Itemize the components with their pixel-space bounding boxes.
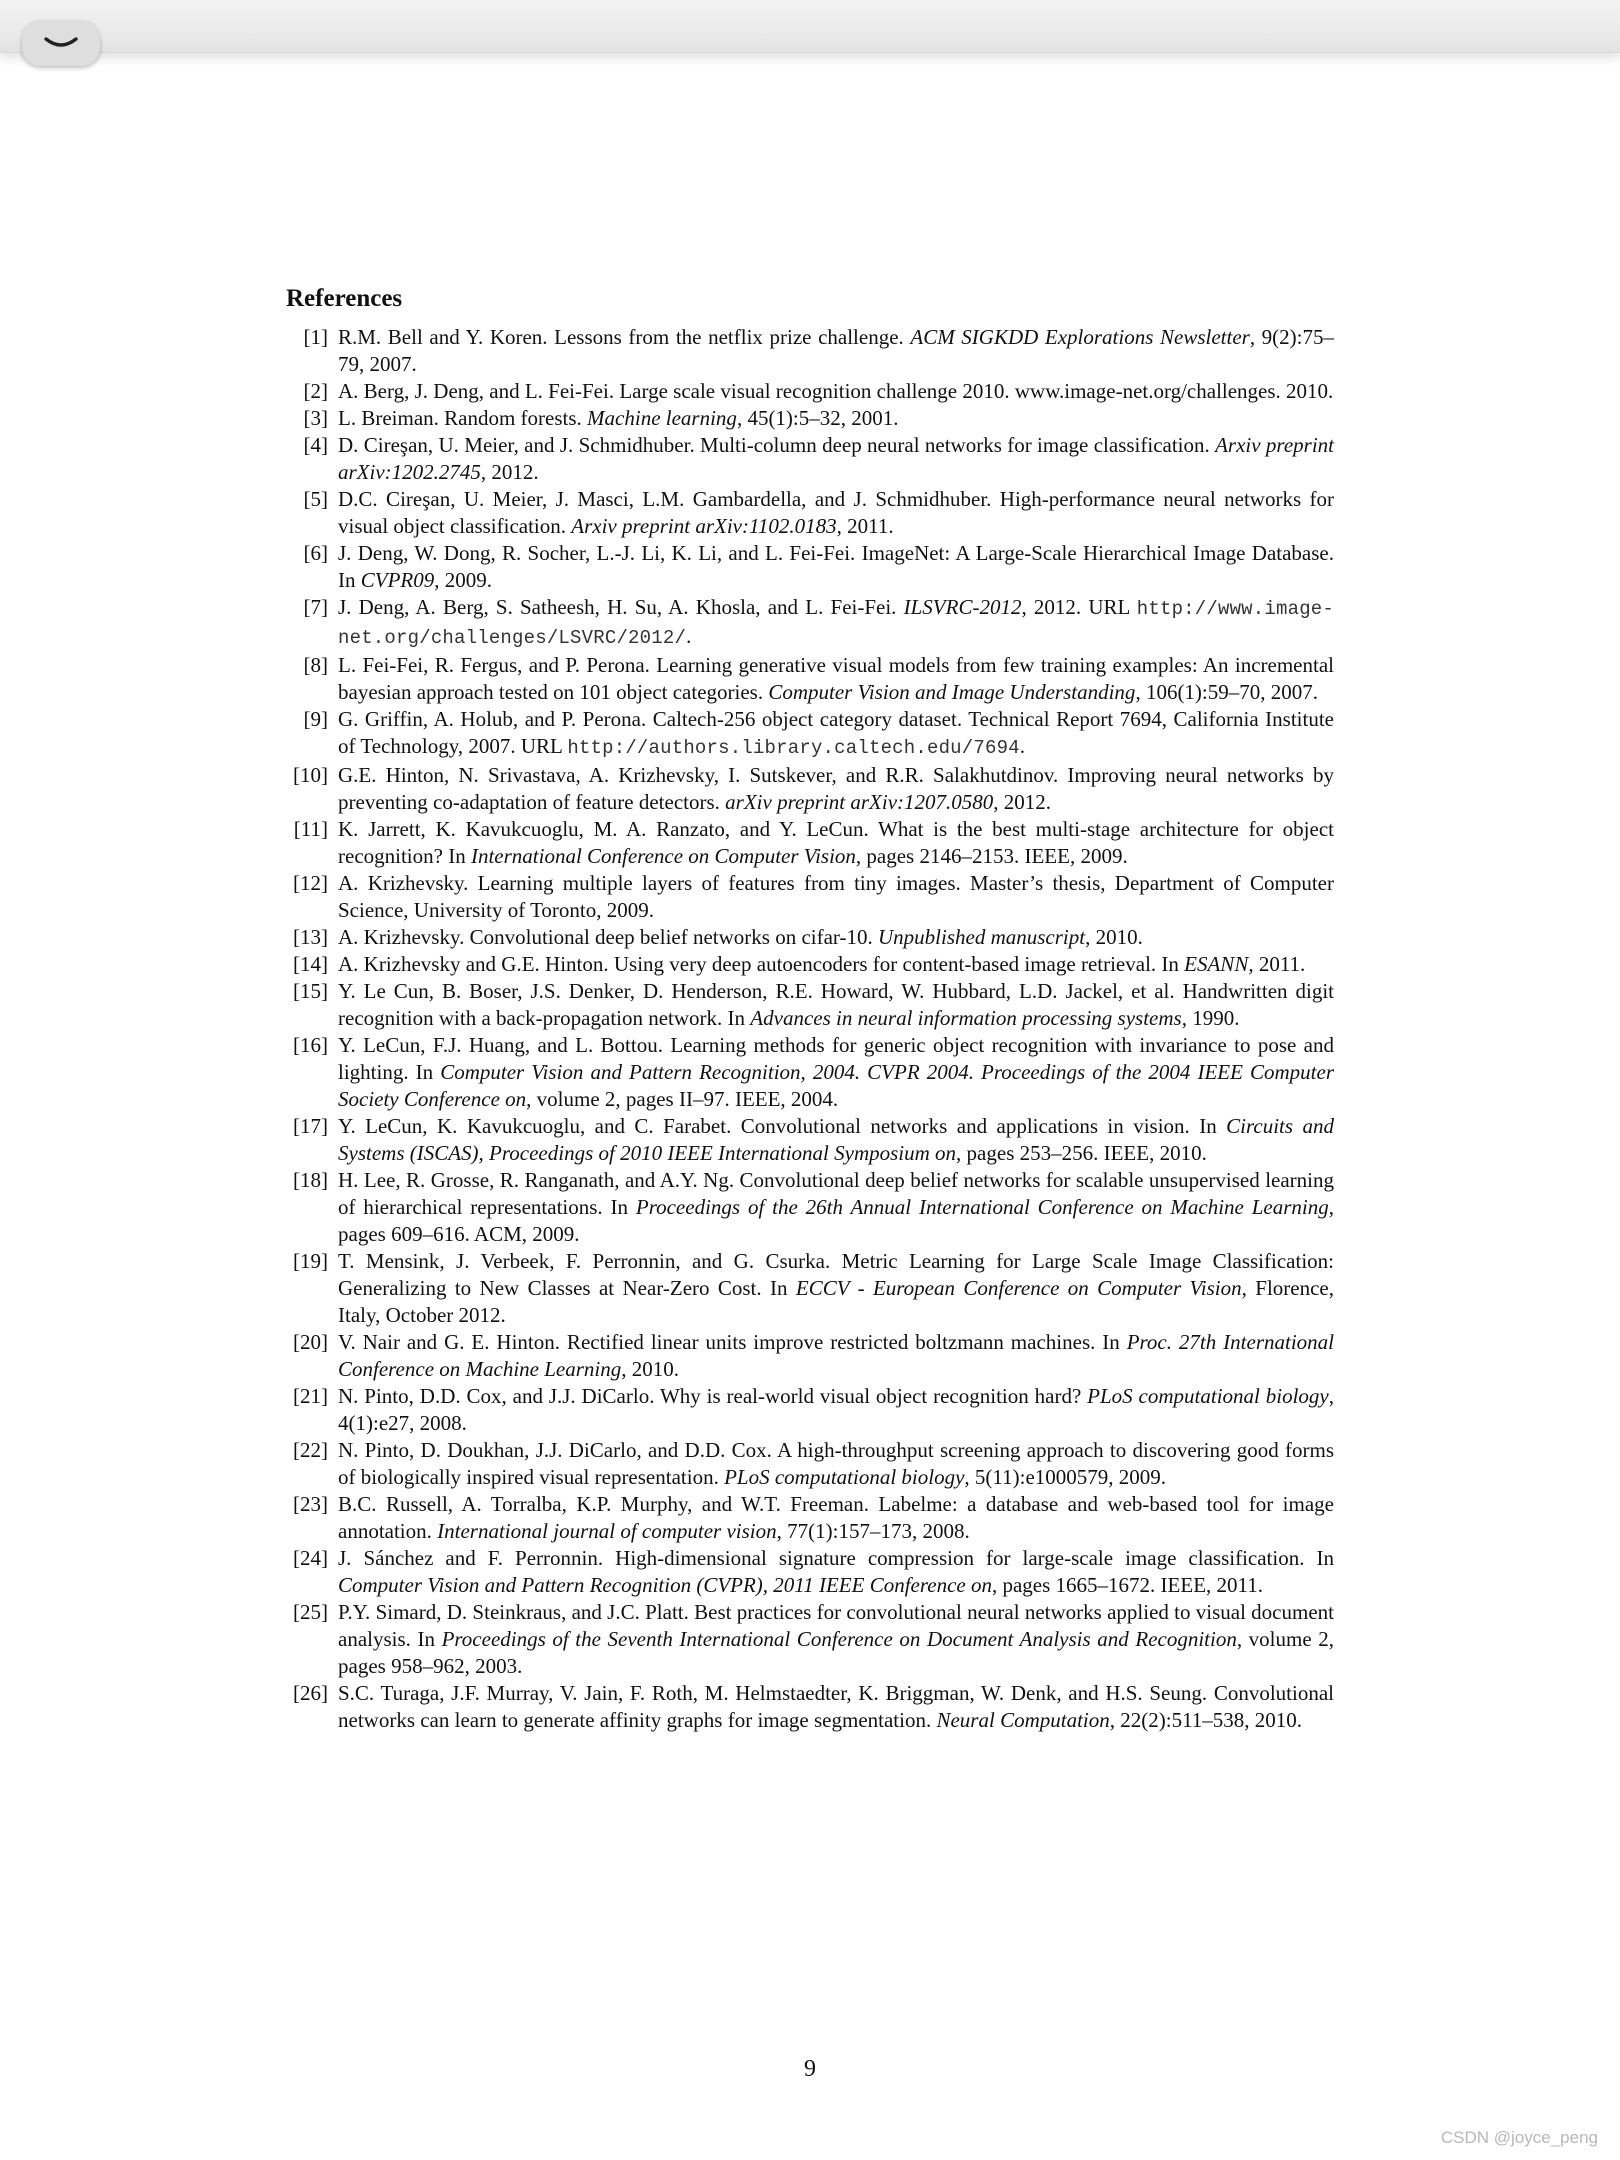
reference-number: [22] <box>293 1438 328 1462</box>
reference-segment: , 5(11):e1000579, 2009. <box>964 1465 1167 1489</box>
document-page <box>286 284 1334 1734</box>
reference-number: [15] <box>293 979 328 1003</box>
reference-item <box>286 486 1334 540</box>
reference-segment: , pages 253–256. IEEE, 2010. <box>956 1141 1207 1165</box>
reference-segment: Y. LeCun, F.J. Huang, and L. Bottou. Learning methods for generic object recognition with invariance to pose and lighting. In <box>338 1033 1334 1084</box>
reference-item <box>286 378 1334 405</box>
reference-segment: R.M. Bell and Y. Koren. Lessons from the netflix prize challenge. <box>338 325 911 349</box>
reference-text <box>338 1168 1334 1246</box>
reference-text <box>338 487 1334 538</box>
reference-item <box>286 405 1334 432</box>
reference-segment: A. Krizhevsky and G.E. Hinton. Using very deep autoencoders for content-based image retrieval. In <box>338 952 1185 976</box>
reference-text <box>338 952 1305 976</box>
reference-text <box>338 1681 1334 1732</box>
reference-item <box>286 870 1334 924</box>
references-heading: References <box>286 285 403 312</box>
reference-text <box>338 325 1334 376</box>
reference-item <box>286 1167 1334 1248</box>
reference-venue: ACM SIGKDD Explorations Newsletter <box>910 325 1250 349</box>
reference-segment: Y. Le Cun, B. Boser, J.S. Denker, D. Henderson, R.E. Howard, W. Hubbard, L.D. Jackel, et al. Handwritten digit recognition with a back-propagation network. In <box>338 979 1334 1030</box>
reference-venue: ECCV - European Conference on Computer Vision <box>795 1276 1242 1300</box>
reference-venue: Computer Vision and Pattern Recognition, 2004. CVPR 2004. Proceedings of the 2004 IEEE Computer Society Conference on <box>338 1060 1334 1111</box>
reference-list <box>286 324 1334 1734</box>
reference-item <box>286 951 1334 978</box>
reference-segment: , 2009. <box>434 568 492 592</box>
reference-text <box>338 1249 1334 1327</box>
reference-text <box>338 1330 1334 1381</box>
reference-text <box>338 925 1143 949</box>
reference-number: [16] <box>293 1033 328 1057</box>
reference-segment: G. Griffin, A. Holub, and P. Perona. Caltech-256 object category dataset. Technical Report 7694, California Institute of Technology, 2007. URL <box>338 707 1334 758</box>
reference-segment: , 4(1):e27, 2008. <box>338 1384 1334 1435</box>
reference-text <box>338 1492 1334 1543</box>
reference-venue: PLoS computational biology <box>1087 1384 1329 1408</box>
reference-item <box>286 1491 1334 1545</box>
reference-item <box>286 1680 1334 1734</box>
reference-item <box>286 1032 1334 1113</box>
reference-number: [4] <box>303 433 328 457</box>
reference-segment: , 2010. <box>621 1357 679 1381</box>
reference-venue: PLoS computational biology <box>724 1465 965 1489</box>
reference-url: http://authors.library.caltech.edu/7694 <box>567 737 1020 759</box>
reference-venue: International Conference on Computer Vision <box>470 844 856 868</box>
reference-segment: B.C. Russell, A. Torralba, K.P. Murphy, and W.T. Freeman. Labelme: a database and web-based tool for image annotation. <box>338 1492 1334 1543</box>
reference-text <box>338 979 1334 1030</box>
reference-venue: CVPR09 <box>360 568 435 592</box>
reference-text <box>338 1384 1334 1435</box>
reference-number: [19] <box>293 1249 328 1273</box>
reference-item <box>286 706 1334 762</box>
reference-segment: L. Breiman. Random forests. <box>338 406 588 430</box>
reference-venue: Arxiv preprint arXiv:1102.0183 <box>571 514 837 538</box>
viewer-toolbar <box>0 0 1620 53</box>
reference-number: [21] <box>293 1384 328 1408</box>
reference-segment: , volume 2, pages 958–962, 2003. <box>338 1627 1334 1678</box>
reference-venue: ESANN <box>1184 952 1249 976</box>
reference-segment: , 9(2):75–79, 2007. <box>338 325 1334 376</box>
reference-number: [23] <box>293 1492 328 1516</box>
reference-text <box>338 1438 1334 1489</box>
reference-item <box>286 1248 1334 1329</box>
reference-item <box>286 324 1334 378</box>
reference-text <box>338 707 1334 758</box>
reference-segment: , 2012. <box>993 790 1052 814</box>
reference-number: [25] <box>293 1600 328 1624</box>
reference-text <box>338 1033 1334 1111</box>
reference-venue: Neural Computation <box>936 1708 1110 1732</box>
reference-item <box>286 1113 1334 1167</box>
reference-text <box>338 1114 1334 1165</box>
reference-item <box>286 1437 1334 1491</box>
reference-number: [26] <box>293 1681 328 1705</box>
reference-segment: N. Pinto, D.D. Cox, and J.J. DiCarlo. Why is real-world visual object recognition hard? <box>338 1384 1088 1408</box>
reference-item <box>286 924 1334 951</box>
reference-item <box>286 1383 1334 1437</box>
reference-venue: Proceedings of the Seventh International Conference on Document Analysis and Recognition <box>441 1627 1237 1651</box>
reference-venue: Circuits and Systems (ISCAS), Proceedings of 2010 IEEE International Symposium on <box>338 1114 1334 1165</box>
reference-item <box>286 432 1334 486</box>
reference-venue: International journal of computer vision <box>437 1519 777 1543</box>
reference-venue: Unpublished manuscript <box>878 925 1086 949</box>
reference-item <box>286 652 1334 706</box>
reference-number: [17] <box>293 1114 328 1138</box>
reference-segment: J. Deng, W. Dong, R. Socher, L.-J. Li, K. Li, and L. Fei-Fei. ImageNet: A Large-Scale Hierarchical Image Database. In <box>338 541 1334 592</box>
reference-number: [8] <box>303 653 328 677</box>
reference-item <box>286 816 1334 870</box>
reference-segment: , 2011. <box>1248 952 1306 976</box>
reference-number: [3] <box>303 406 328 430</box>
reference-segment: , 45(1):5–32, 2001. <box>736 406 899 430</box>
reference-number: [13] <box>293 925 328 949</box>
reference-venue: Proceedings of the 26th Annual International Conference on Machine Learning <box>635 1195 1329 1219</box>
reference-number: [5] <box>303 487 328 511</box>
reference-venue: arXiv preprint arXiv:1207.0580 <box>725 790 994 814</box>
reference-segment: , pages 1665–1672. IEEE, 2011. <box>991 1573 1263 1597</box>
reference-number: [14] <box>293 952 328 976</box>
reference-venue: Machine learning <box>587 406 737 430</box>
reference-number: [2] <box>303 379 328 403</box>
reference-venue: Computer Vision and Image Understanding <box>768 680 1136 704</box>
reference-venue: Computer Vision and Pattern Recognition (CVPR), 2011 IEEE Conference on <box>338 1573 992 1597</box>
reference-segment: , volume 2, pages II–97. IEEE, 2004. <box>526 1087 839 1111</box>
reference-number: [20] <box>293 1330 328 1354</box>
reference-segment: , 2012. <box>480 460 539 484</box>
reference-segment: , 106(1):59–70, 2007. <box>1135 680 1319 704</box>
reference-segment: P.Y. Simard, D. Steinkraus, and J.C. Platt. Best practices for convolutional neural networks applied to visual document analysis. In <box>338 1600 1334 1651</box>
reference-segment: . <box>1019 734 1026 758</box>
reference-text <box>338 406 899 430</box>
reference-segment: , pages 2146–2153. IEEE, 2009. <box>855 844 1128 868</box>
reference-segment: J. Sánchez and F. Perronnin. High-dimensional signature compression for large-scale image classification. In <box>338 1546 1334 1570</box>
reference-text <box>338 1600 1334 1678</box>
reference-segment: , 77(1):157–173, 2008. <box>776 1519 970 1543</box>
reference-number: [12] <box>293 871 328 895</box>
reference-segment: K. Jarrett, K. Kavukcuoglu, M. A. Ranzato, and Y. LeCun. What is the best multi-stage architecture for object recognition? In <box>338 817 1334 868</box>
reference-segment: D.C. Cireşan, U. Meier, J. Masci, L.M. Gambardella, and J. Schmidhuber. High-performance neural networks for visual object classification. <box>338 487 1334 538</box>
reference-segment: , 1990. <box>1181 1006 1240 1030</box>
reference-text <box>338 763 1334 814</box>
reference-segment: . <box>686 624 692 648</box>
reference-segment: Y. LeCun, K. Kavukcuoglu, and C. Farabet. Convolutional networks and applications in vision. In <box>338 1114 1227 1138</box>
reference-venue: Arxiv preprint arXiv:1202.2745 <box>338 433 1334 484</box>
reference-segment: N. Pinto, D. Doukhan, J.J. DiCarlo, and D.D. Cox. A high-throughput screening approach to discovering good forms of biologically inspired visual representation. <box>338 1438 1334 1489</box>
reference-segment: , 22(2):511–538, 2010. <box>1109 1708 1303 1732</box>
page-number: 9 <box>804 2056 816 2082</box>
reference-segment: , 2012. URL <box>1021 595 1137 619</box>
reference-venue: ILSVRC-2012 <box>903 595 1022 619</box>
chevron-down-icon <box>42 35 80 51</box>
reference-item <box>286 762 1334 816</box>
reference-text <box>338 1546 1334 1597</box>
reference-segment: , 2011. <box>836 514 894 538</box>
reference-segment: A. Krizhevsky. Learning multiple layers of features from tiny images. Master’s thesis, Department of Computer Science, University of Toronto, 2009. <box>338 871 1334 922</box>
reference-number: [18] <box>293 1168 328 1192</box>
reference-number: [6] <box>303 541 328 565</box>
reference-text <box>338 379 1333 403</box>
reference-number: [11] <box>293 817 328 841</box>
reference-segment: S.C. Turaga, J.F. Murray, V. Jain, F. Roth, M. Helmstaedter, K. Briggman, W. Denk, and H.S. Seung. Convolutional networks can learn to generate affinity graphs for image segmentation. <box>338 1681 1334 1732</box>
reference-segment: A. Berg, J. Deng, and L. Fei-Fei. Large scale visual recognition challenge 2010. www.image-net.org/challenges. 2010. <box>338 379 1334 403</box>
reference-text <box>338 541 1334 592</box>
reference-segment: G.E. Hinton, N. Srivastava, A. Krizhevsky, I. Sutskever, and R.R. Salakhutdinov. Improving neural networks by preventing co-adaptation of feature detectors. <box>338 763 1334 814</box>
reference-item <box>286 1329 1334 1383</box>
collapse-toolbar-button[interactable] <box>22 20 100 66</box>
reference-item <box>286 978 1334 1032</box>
reference-venue: Proc. 27th International Conference on Machine Learning <box>338 1330 1334 1381</box>
reference-segment: , 2010. <box>1085 925 1143 949</box>
reference-text <box>338 433 1334 484</box>
reference-text <box>338 595 1334 648</box>
reference-text <box>338 817 1334 868</box>
reference-segment: V. Nair and G. E. Hinton. Rectified linear units improve restricted boltzmann machines. In <box>338 1330 1127 1354</box>
watermark: CSDN @joyce_peng <box>1440 2128 1598 2147</box>
reference-segment: J. Deng, A. Berg, S. Satheesh, H. Su, A. Khosla, and L. Fei-Fei. <box>338 595 904 619</box>
reference-segment: , Florence, Italy, October 2012. <box>338 1276 1334 1327</box>
reference-segment: T. Mensink, J. Verbeek, F. Perronnin, and G. Csurka. Metric Learning for Large Scale Image Classification: Generalizing to New Classes at Near-Zero Cost. In <box>338 1249 1334 1300</box>
reference-number: [7] <box>303 595 328 619</box>
reference-segment: , pages 609–616. ACM, 2009. <box>338 1195 1334 1246</box>
reference-url: http://www.image-net.org/challenges/LSVRC/2012/ <box>338 598 1334 649</box>
reference-text <box>338 653 1334 704</box>
reference-segment: A. Krizhevsky. Convolutional deep belief networks on cifar-10. <box>338 925 878 949</box>
reference-venue: Advances in neural information processing systems <box>750 1006 1182 1030</box>
reference-number: [9] <box>303 707 328 731</box>
reference-segment: L. Fei-Fei, R. Fergus, and P. Perona. Learning generative visual models from few training examples: An incremental bayesian approach tested on 101 object categories. <box>338 653 1334 704</box>
reference-number: [1] <box>303 325 328 349</box>
reference-segment: D. Cireşan, U. Meier, and J. Schmidhuber. Multi-column deep neural networks for image classification. <box>338 433 1216 457</box>
reference-item <box>286 1545 1334 1599</box>
reference-item <box>286 594 1334 652</box>
reference-number: [10] <box>293 763 328 787</box>
reference-item <box>286 1599 1334 1680</box>
reference-number: [24] <box>293 1546 328 1570</box>
reference-text <box>338 871 1334 922</box>
reference-segment: H. Lee, R. Grosse, R. Ranganath, and A.Y. Ng. Convolutional deep belief networks for scalable unsupervised learning of hierarchical representations. In <box>338 1168 1334 1219</box>
reference-item <box>286 540 1334 594</box>
